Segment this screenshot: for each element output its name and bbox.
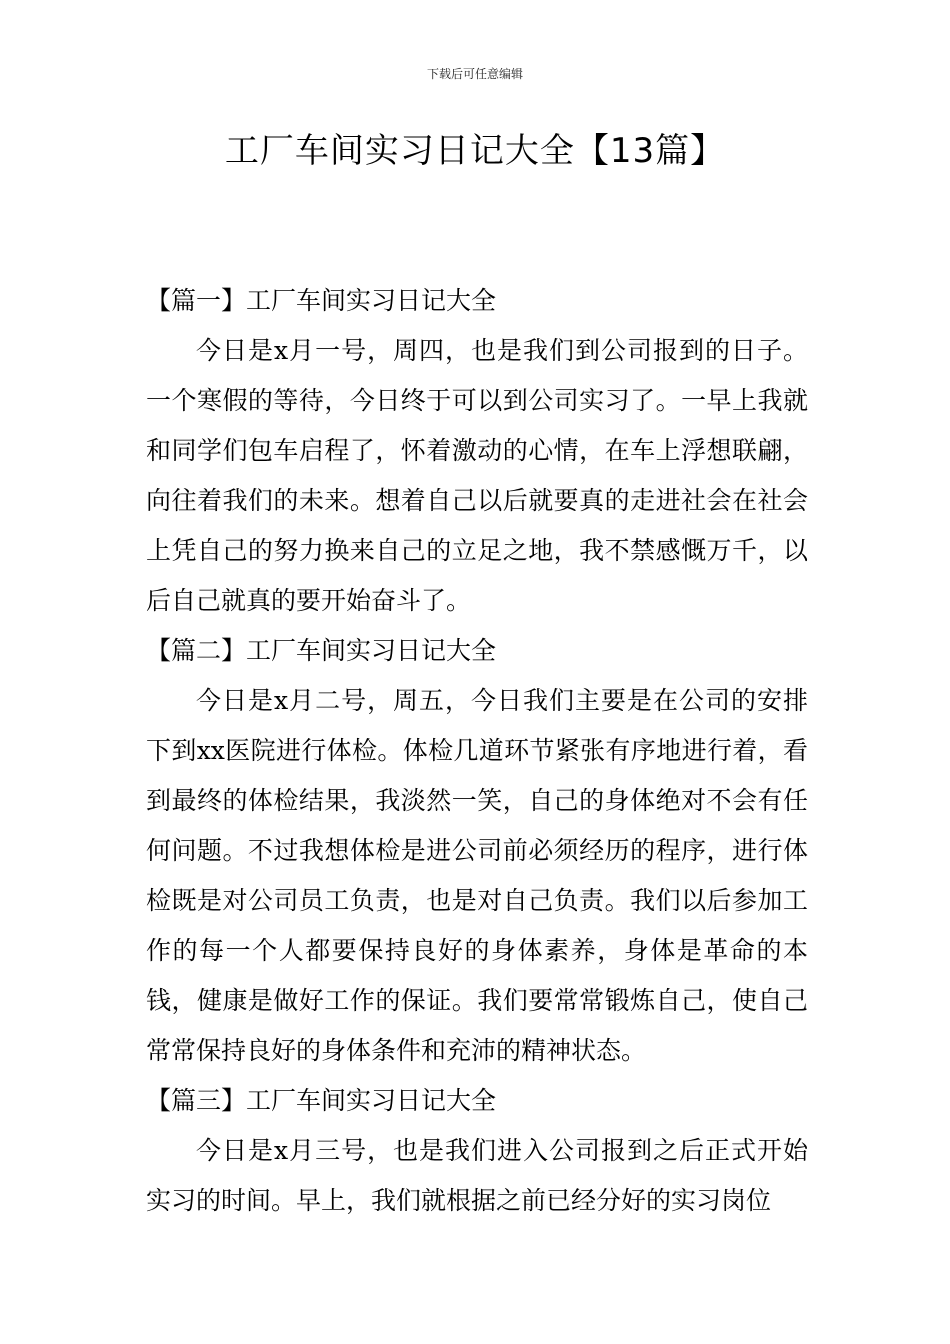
section-1 bbox=[146, 276, 808, 626]
document-body bbox=[146, 276, 808, 1226]
section-3 bbox=[146, 1076, 808, 1226]
section-paragraph: 今日是x月三号，也是我们进入公司报到之后正式开始实习的时间。早上，我们就根据之前已经分好的实习岗位 bbox=[146, 1136, 808, 1215]
section-heading: 【篇二】工厂车间实习日记大全 bbox=[146, 636, 497, 665]
header-note: 下载后可任意编辑 bbox=[426, 67, 523, 81]
section-heading: 【篇一】工厂车间实习日记大全 bbox=[146, 286, 497, 315]
section-paragraph: 今日是x月一号，周四，也是我们到公司报到的日子。一个寒假的等待，今日终于可以到公司实习了。一早上我就和同学们包车启程了，怀着激动的心情，在车上浮想联翩，向往着我们的未来。想着自己以后就要真的走进社会在社会上凭自己的努力换来自己的立足之地，我不禁感慨万千，以后自己就真的要开始奋斗了。 bbox=[146, 336, 808, 615]
section-paragraph: 今日是x月二号，周五，今日我们主要是在公司的安排下到xx医院进行体检。体检几道环节紧张有序地进行着，看到最终的体检结果，我淡然一笑，自己的身体绝对不会有任何问题。不过我想体检是进公司前必须经历的程序，进行体检既是对公司员工负责，也是对自己负责。我们以后参加工作的每一个人都要保持良好的身体素养，身体是革命的本钱，健康是做好工作的保证。我们要常常锻炼自己，使自己常常保持良好的身体条件和充沛的精神状态。 bbox=[146, 686, 808, 1065]
section-2 bbox=[146, 626, 808, 1076]
document-title: 工厂车间实习日记大全【13篇】 bbox=[224, 131, 726, 171]
section-heading: 【篇三】工厂车间实习日记大全 bbox=[146, 1086, 497, 1115]
